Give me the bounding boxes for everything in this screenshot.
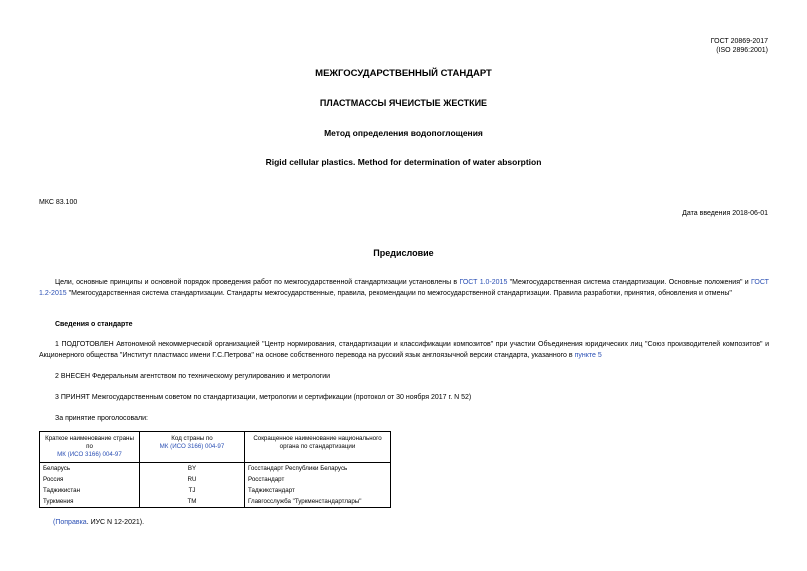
amendment-note [53, 519, 144, 526]
gost-1-2-link[interactable]: ГОСТ 1.2-2015 [39, 279, 769, 297]
amendment-text: . ИУС N 12-2021). [86, 519, 145, 526]
country-cell: Россия [40, 474, 140, 485]
preface-heading: Предисловие [373, 248, 434, 258]
code-cell: BY [140, 463, 245, 475]
preface-text-3: "Межгосударственная система стандартизации. Стандарты межгосударственные, правила, рекомендации по межгосударственной стандартизации. Правила разработки, принятия, обновления и отмены" [66, 290, 732, 297]
code-cell: RU [140, 474, 245, 485]
amendment-open-paren: ( [53, 519, 56, 526]
standard-name-title: ПЛАСТМАССЫ ЯЧЕИСТЫЕ ЖЕСТКИЕ [319, 98, 488, 108]
introduction-date: Дата введения 2018-06-01 [682, 210, 768, 217]
body-cell: Таджикстандарт [245, 485, 391, 496]
header-code-label: Код страны по [171, 435, 213, 442]
table-row [40, 485, 391, 496]
item-2-submitted: 2 ВНЕСЕН Федеральным агентством по техническому регулированию и метрологии [55, 373, 331, 380]
country-cell: Беларусь [40, 463, 140, 475]
header-national-body: Сокращенное наименование национального органа по стандартизации [245, 432, 391, 463]
body-cell: Госстандарт Республики Беларусь [245, 463, 391, 475]
about-standard-heading: Сведения о стандарте [55, 321, 133, 328]
amendment-link[interactable]: Поправка [55, 519, 87, 526]
doc-number: ГОСТ 20869-2017 [710, 38, 768, 45]
header-country-label: Краткое наименование страны по [45, 435, 134, 450]
header-country-name [40, 432, 140, 463]
table-row [40, 474, 391, 485]
document-id [711, 37, 768, 55]
item-3-adopted: 3 ПРИНЯТ Межгосударственным советом по стандартизации, метрологии и сертификации (протокол от 30 ноября 2017 г. N 52) [55, 394, 472, 401]
item-5-link[interactable]: пункте 5 [574, 352, 602, 359]
body-cell: Главгосслужба "Туркменстандартлары" [245, 496, 391, 508]
item-1-text: 1 ПОДГОТОВЛЕН Автономной некоммерческой организацией "Центр нормирования, стандартизации и классификации композитов" при участии Объединения юридических лиц "Союз производителей композитов" и Акционерного общества "Институт пластмасс имени Г.С.Петрова" на основе собственного перевода на русский язык англоязычной версии стандарта, указанного в [39, 341, 769, 359]
header-country-code [140, 432, 245, 463]
table-row [40, 496, 391, 508]
standard-type-title: МЕЖГОСУДАРСТВЕННЫЙ СТАНДАРТ [315, 68, 492, 79]
code-cell: TJ [140, 485, 245, 496]
iso-reference: (ISO 2896:2001) [716, 47, 768, 54]
preface-text-2: "Межгосударственная система стандартизации. Основные положения" и [507, 279, 752, 286]
code-cell: ТМ [140, 496, 245, 508]
voted-label: За принятие проголосовали: [55, 415, 148, 422]
country-cell: Таджикистан [40, 485, 140, 496]
table-header-row [40, 432, 391, 463]
mk-iso-code-link[interactable]: МК (ИСО 3166) 004-97 [159, 443, 225, 450]
english-title: Rigid cellular plastics. Method for determination of water absorption [265, 157, 542, 167]
method-title: Метод определения водопоглощения [324, 128, 483, 138]
mks-code: МКС 83.100 [39, 199, 78, 206]
table-row [40, 463, 391, 475]
item-1-prepared [39, 339, 769, 361]
voting-countries-table [39, 431, 391, 508]
country-cell: Туркмения [40, 496, 140, 508]
body-cell: Росстандарт [245, 474, 391, 485]
preface-paragraph [39, 277, 769, 299]
preface-text-1: Цели, основные принципы и основной порядок проведения работ по межгосударственной стандартизации установлены в [55, 279, 460, 286]
gost-1-0-link[interactable]: ГОСТ 1.0-2015 [459, 279, 508, 286]
mk-iso-link[interactable]: МК (ИСО 3166) 004-97 [57, 451, 122, 458]
